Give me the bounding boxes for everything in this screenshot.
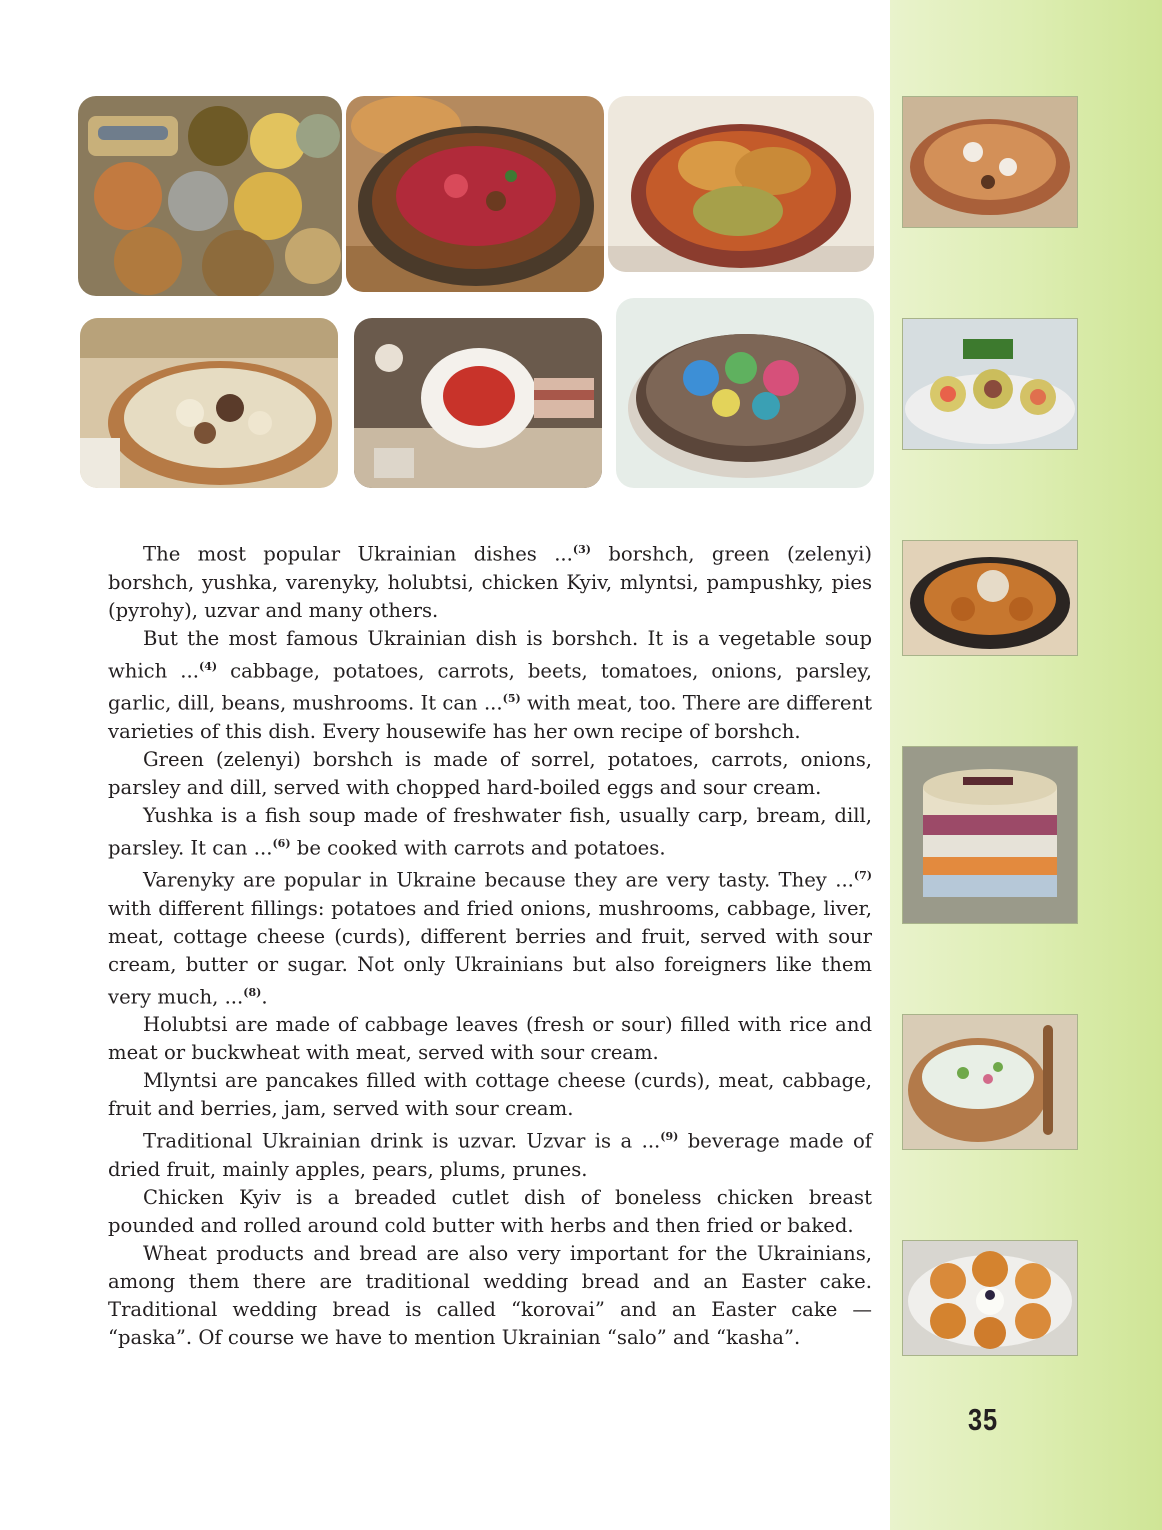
page-number: 35 [968,1402,998,1437]
footnote-marker-5: (5) [502,692,521,706]
side-photo-rolls [902,318,1078,450]
footnote-marker-8: (8) [243,985,262,999]
photo-holubtsi-dish [608,96,874,272]
side-photo-pastry [902,96,1078,228]
paragraph-chicken-kyiv: Chicken Kyiv is a breaded cutlet dish of boneless chicken breast pounded and rolled around cold butter with herbs and then fried or baked. [108,1185,872,1237]
footnote-marker-4: (4) [199,659,218,673]
paragraph-holubtsi: Holubtsi are made of cabbage leaves (fresh or sour) filled with rice and meat or buckwheat with meat, served with sour cream. [108,1013,872,1065]
footnote-marker-3: (3) [572,543,591,556]
side-photo-pan-dish [902,540,1078,656]
photo-borshch-bowl [346,96,604,292]
footnote-marker-9: (9) [660,1130,679,1144]
footnote-marker-6: (6) [272,836,291,850]
paragraph-uzvar: Traditional Ukrainian drink is uzvar. Uzvar is a ...$^{(9)}$ beverage made of dried fruit, mainly apples, pears, plums, prunes. [108,1129,872,1181]
paragraph-yushka: Yushka is a fish soup made of freshwater fish, usually carp, bream, dill, parsley. It can ...$^{(6)}$ be cooked with carrots and potatoes. [108,803,872,860]
paragraph-popular-dishes: The most popular Ukrainian dishes ...$^{(3)}$ borshch, green (zelenyi) borshch, yushka, varenyky, holubtsi, chicken Kyiv, mlyntsi, pampushky, pies (pyrohy), uzvar and many others. [108,542,872,622]
footnote-marker-7: (7) [853,869,872,883]
side-photo-cold-soup [902,1014,1078,1150]
paragraph-wheat-products: Wheat products and bread are also very important for the Ukrainians, among them there are traditional wedding bread and an Easter cake. Traditional wedding bread is called “korovai” and an Easter cake — “paska”. Of course we have to mention Ukrainian “salo” and “kasha”. [108,1241,872,1349]
side-photo-layered-salad [902,746,1078,924]
photo-ukrainian-feast-table [78,96,342,296]
photo-decorated-cake [616,298,874,488]
paragraph-green-borshch: Green (zelenyi) borshch is made of sorrel, potatoes, carrots, onions, parsley and dill, served with chopped hard-boiled eggs and sour cream. [108,747,872,799]
paragraph-varenyky: Varenyky are popular in Ukraine because they are very tasty. They ...$^{(7)}$ with different fillings: potatoes and fried onions, mushrooms, cabbage, liver, meat, cottage cheese (curds), different berries and fruit, served with sour cream, butter or sugar. Not only Ukrainians but also foreigners like them very much, ...$^{(8)}$. [108,868,872,1009]
paragraph-borshch: But the most famous Ukrainian dish is borshch. It is a vegetable soup which ...$^{(4)}$ cabbage, potatoes, carrots, beets, tomatoes, onions, parsley, garlic, dill, beans, mushrooms. It can ...$^{(5)}$ with meat, too. There are different varieties of this dish. Every housewife has her own recipe of borshch. [108,626,872,743]
article-text [108,536,872,1352]
photo-varenyky-bowl [80,318,338,488]
side-photo-syrnyky [902,1240,1078,1356]
paragraph-mlyntsi: Mlyntsi are pancakes filled with cottage cheese (curds), meat, cabbage, fruit and berries, jam, served with sour cream. [108,1069,872,1121]
photo-borshch-plate [354,318,602,488]
